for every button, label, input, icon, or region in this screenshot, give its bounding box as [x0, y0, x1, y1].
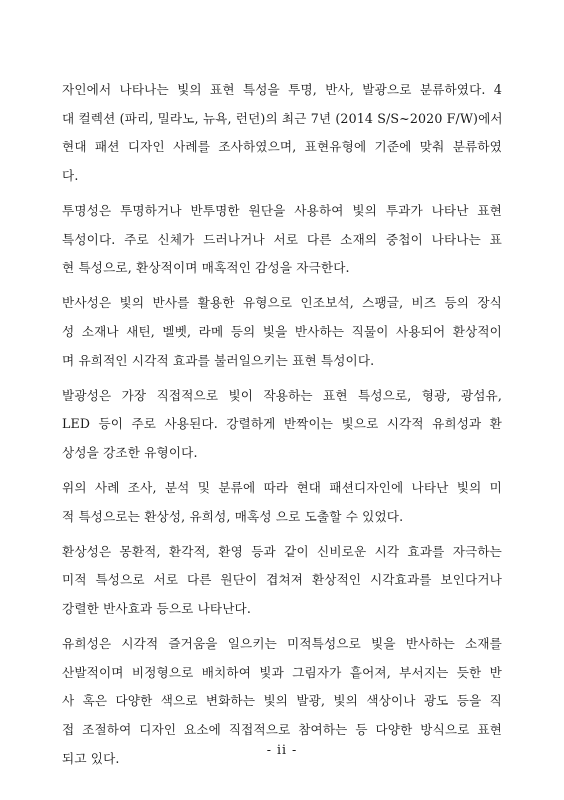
text-line: 다.: [62, 167, 79, 183]
body-text: [62, 76, 502, 780]
page-number: - ii -: [266, 742, 298, 757]
paragraph-reflectivity: [62, 289, 502, 375]
text-line: 접 조절하여 디자인 요소에 직접적으로 참여하는 등 다양한 방식으로 표현: [62, 722, 502, 738]
text-line: 투명성은 투명하거나 반투명한 원단을 사용하여 빛의 투과가 나타난 표현: [62, 202, 502, 218]
text-line: 강렬한 반사효과 등으로 나타난다.: [62, 601, 252, 617]
text-line: 상성을 강조한 유형이다.: [62, 444, 198, 460]
text-line: 위의 사례 조사, 분석 및 분류에 따라 현대 패션디자인에 나타난 빛의 미: [62, 480, 502, 496]
text-line: 산발적이며 비정형으로 배치하여 빛과 그림자가 흩어져, 부서지는 듯한 반: [62, 664, 502, 680]
text-line: 며 유희적인 시각적 효과를 불러일으키는 표현 특성이다.: [62, 352, 375, 368]
paragraph-classification: [62, 76, 502, 190]
text-line: 미적 특성으로 서로 다른 원단이 겹쳐져 환상적인 시각효과를 보인다거나: [62, 572, 502, 588]
text-line: 현 특성으로, 환상적이며 매혹적인 감성을 자극한다.: [62, 260, 350, 276]
paragraph-transparency: [62, 197, 502, 283]
text-line: LED 등이 주로 사용된다. 강렬하게 반짝이는 빛으로 시각적 유희성과 환: [62, 416, 502, 432]
paragraph-fantasy: [62, 538, 502, 624]
text-line: 되고 있다.: [62, 750, 120, 766]
text-line: 대 컬렉션 (파리, 밀라노, 뉴욕, 런던)의 최근 7년 (2014 S/S~2020 F/W)에서: [62, 110, 503, 126]
paragraph-luminosity: [62, 382, 502, 468]
text-line: 성 소재나 새틴, 벨벳, 라메 등의 빛을 반사하는 직물이 사용되어 환상적이: [62, 323, 502, 339]
text-line: 발광성은 가장 직접적으로 빛이 작용하는 표현 특성으로, 형광, 광섬유,: [62, 387, 502, 403]
paragraph-aesthetic-summary: [62, 474, 502, 531]
text-line: 유희성은 시각적 즐거움을 일으키는 미적특성으로 빛을 반사하는 소재를: [62, 636, 502, 652]
text-line: 반사성은 빛의 반사를 활용한 유형으로 인조보석, 스팽글, 비즈 등의 장식: [62, 295, 502, 311]
text-line: 자인에서 나타나는 빛의 표현 특성을 투명, 반사, 발광으로 분류하였다. 4: [62, 82, 502, 97]
text-line: 현대 패션 디자인 사례를 조사하였으며, 표현유형에 기준에 맞춰 분류하였: [62, 139, 502, 155]
text-line: 특성이다. 주로 신체가 드러나거나 서로 다른 소재의 중첩이 나타나는 표: [62, 231, 502, 247]
text-line: 적 특성으로는 환상성, 유희성, 매혹성 으로 도출할 수 있었다.: [62, 508, 404, 524]
text-line: 사 혹은 다양한 색으로 변화하는 빛의 발광, 빛의 색상이나 광도 등을 직: [62, 693, 502, 709]
text-line: 환상성은 몽환적, 환각적, 환영 등과 같이 신비로운 시각 효과를 자극하는: [62, 543, 502, 559]
